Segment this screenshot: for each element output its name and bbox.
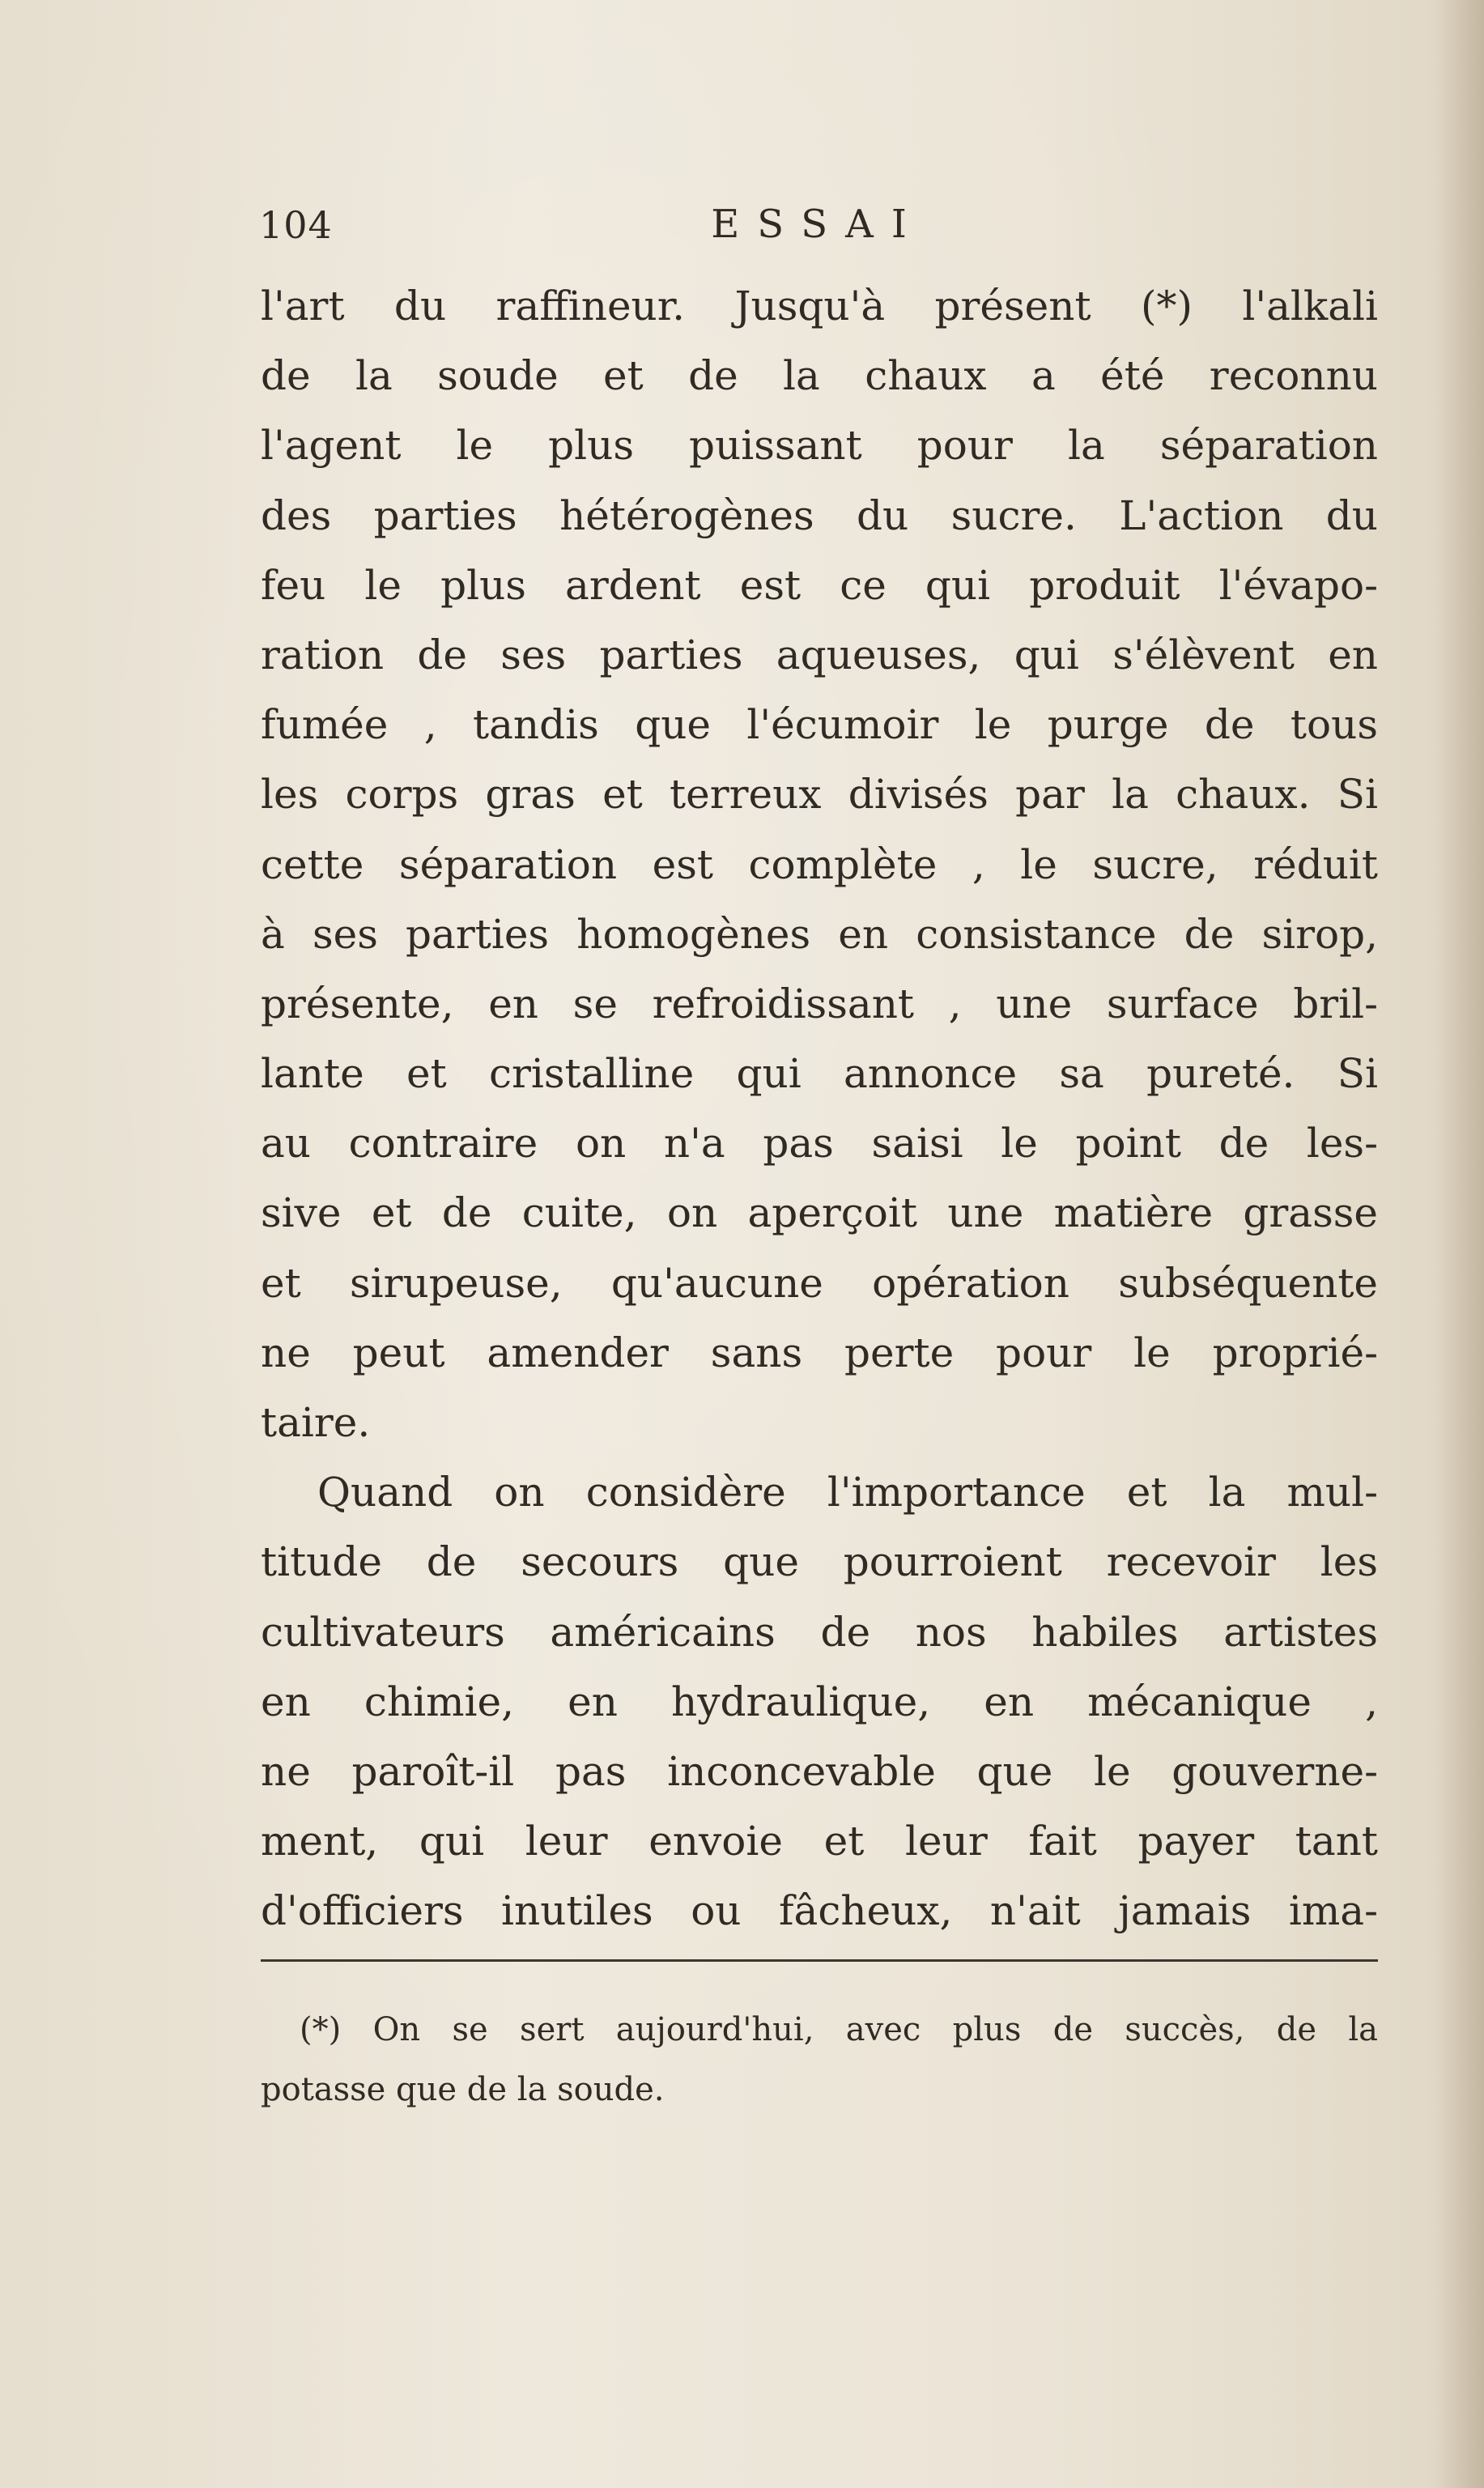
text-line: cultivateurs américains de nos habiles artistes — [261, 1608, 1378, 1656]
text-line: feu le plus ardent est ce qui produit l'évapo- — [261, 561, 1378, 609]
running-head: ESSAI — [711, 202, 925, 247]
text-line: ration de ses parties aqueuses, qui s'élèvent en — [261, 631, 1378, 678]
text-line: l'agent le plus puissant pour la séparation — [261, 422, 1378, 470]
text-line: ne peut amender sans perte pour le proprié- — [261, 1329, 1378, 1376]
text-line: d'officiers inutiles ou fâcheux, n'ait jamais ima- — [261, 1887, 1378, 1935]
text-line: à ses parties homogènes en consistance de sirop, — [261, 910, 1378, 958]
text-line: des parties hétérogènes du sucre. L'action du — [261, 491, 1378, 539]
text-line: présente, en se refroidissant , une surface bril- — [261, 980, 1378, 1027]
text-line: et sirupeuse, qu'aucune opération subséquente — [261, 1259, 1378, 1307]
page-header — [259, 198, 1376, 263]
text-line: au contraire on n'a pas saisi le point de les- — [261, 1120, 1378, 1167]
footnote-separator — [261, 1959, 1378, 1962]
page-spine-shadow — [1435, 0, 1484, 2488]
paragraph-start-line: Quand on considère l'importance et la mul- — [317, 1469, 1378, 1516]
footnote-line: (*) On se sert aujourd'hui, avec plus de succès, de la — [300, 2011, 1378, 2048]
body-text — [261, 271, 1378, 1946]
text-line: titude de secours que pourroient recevoir les — [261, 1538, 1378, 1586]
text-line: ment, qui leur envoie et leur fait payer tant — [261, 1818, 1378, 1865]
text-line: l'art du raffineur. Jusqu'à présent (*) l'alkali — [261, 283, 1378, 330]
text-line: taire. — [261, 1399, 371, 1446]
footnote-line: potasse que de la soude. — [261, 2071, 665, 2108]
footnote — [261, 2000, 1378, 2120]
page-number: 104 — [259, 203, 333, 247]
text-line: lante et cristalline qui annonce sa pureté. Si — [261, 1050, 1378, 1098]
text-line: ne paroît-il pas inconcevable que le gouverne- — [261, 1747, 1378, 1795]
text-line: les corps gras et terreux divisés par la chaux. Si — [261, 771, 1378, 819]
text-line: fumée , tandis que l'écumoir le purge de tous — [261, 701, 1378, 749]
text-line: sive et de cuite, on aperçoit une matière grasse — [261, 1189, 1378, 1237]
text-line: de la soude et de la chaux a été reconnu — [261, 352, 1378, 400]
text-line: en chimie, en hydraulique, en mécanique , — [261, 1678, 1378, 1725]
text-line: cette séparation est complète , le sucre, réduit — [261, 840, 1378, 888]
